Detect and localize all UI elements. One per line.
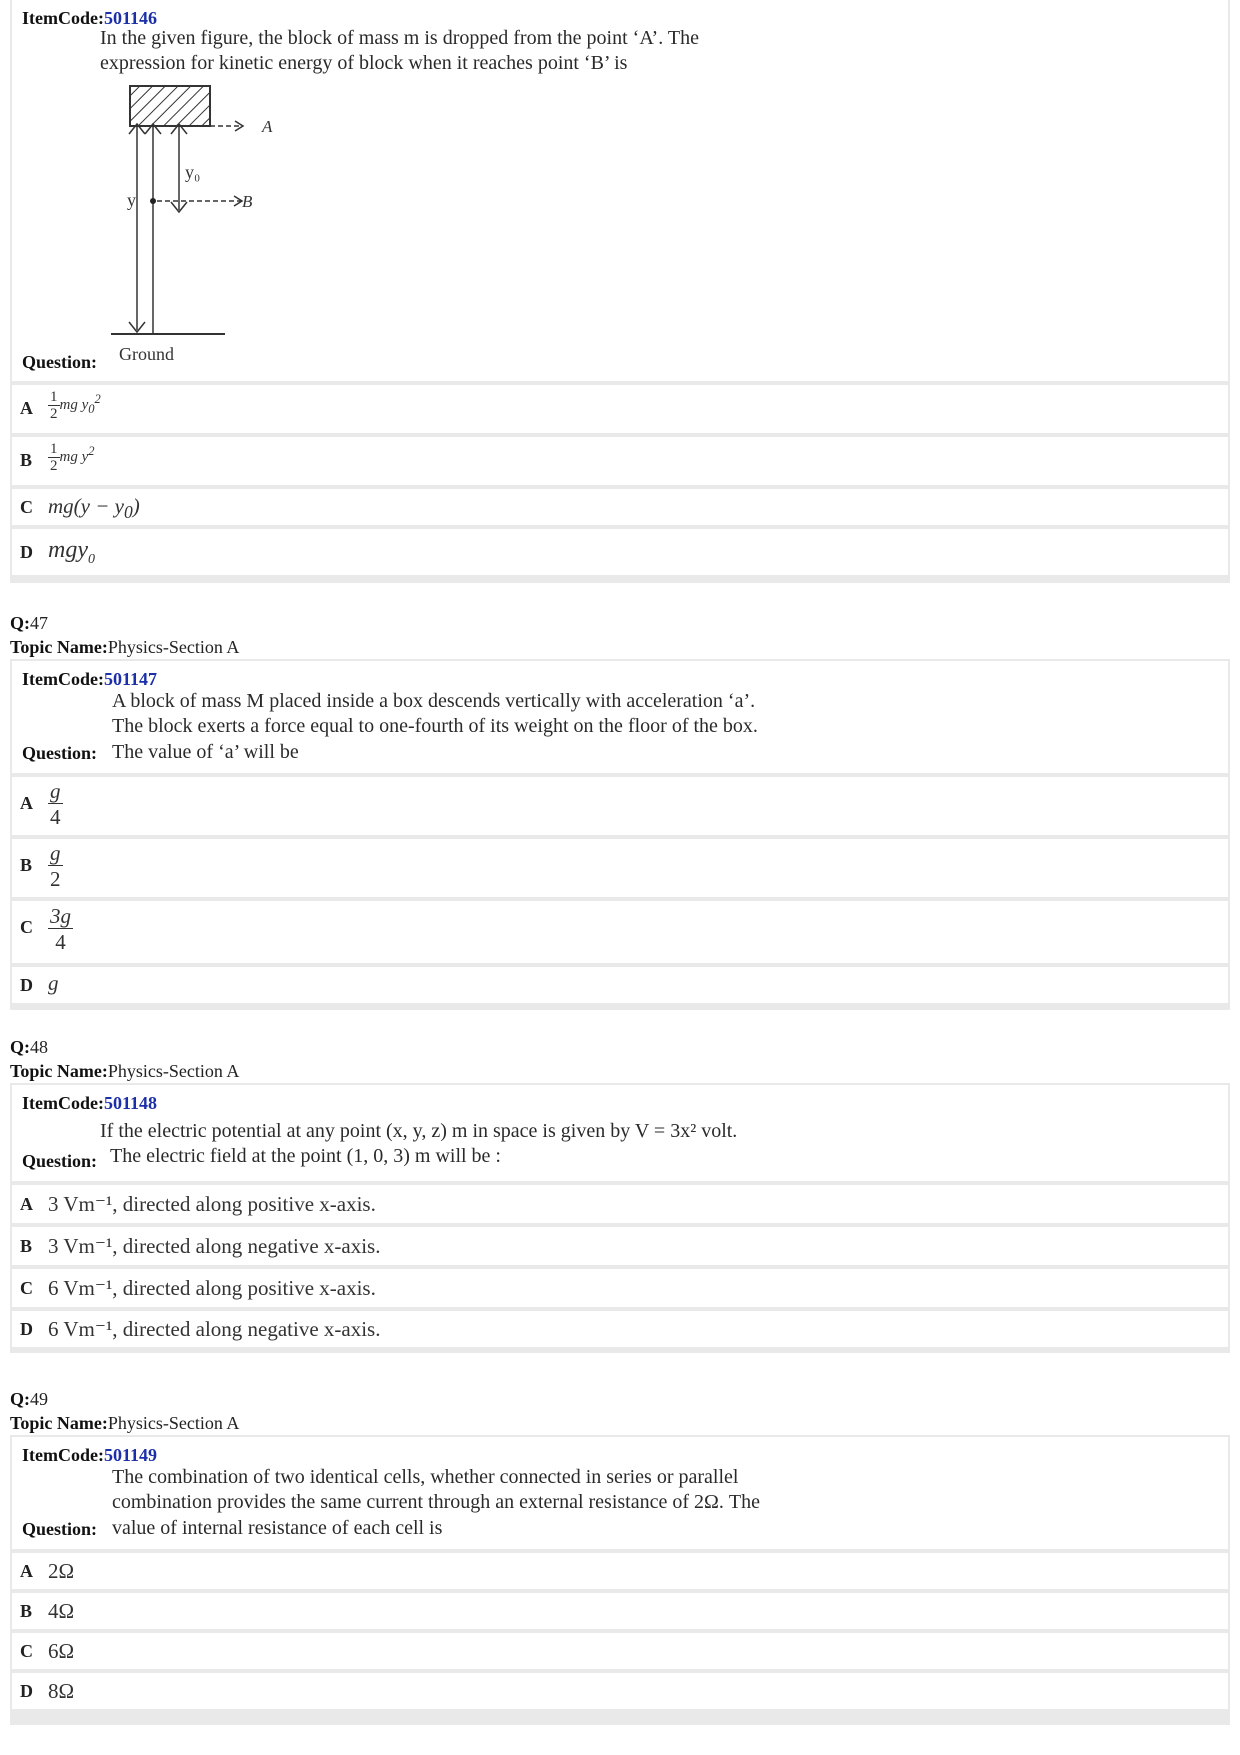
label-y0: y₀ [185,162,201,182]
option-letter: B [20,855,33,875]
option-a[interactable] [12,1185,1228,1223]
option-a[interactable] [12,385,1228,433]
option-letter: C [20,1641,33,1661]
block [130,86,210,126]
topic-name: Physics-Section A [107,637,240,657]
item-code-label: ItemCode: [22,669,104,689]
option-value: 4Ω [48,1599,75,1623]
option-d[interactable] [12,1311,1228,1347]
fraction-denominator: 4 [50,805,61,829]
item-code-label: ItemCode: [22,8,104,28]
option-c[interactable] [12,1633,1228,1669]
question-text: The electric field at the point (1, 0, 3) m will be : [110,1145,501,1167]
option-value [48,841,63,892]
option-value: 8Ω [48,1679,75,1703]
stem-line-2: expression for kinetic energy of block when it reaches point ‘B’ is [100,52,628,74]
label-y: y [127,190,136,210]
option-letter: D [20,542,33,562]
fraction-denominator: 2 [50,867,61,891]
fraction-numerator: 3g [50,904,71,928]
question-text: The value of ‘a’ will be [112,741,299,763]
fraction-numerator: g [50,779,61,803]
question-label: Question: [22,1519,98,1539]
question-48-panel [10,1083,1230,1353]
option-value: $\frac{1}{2}$ mg $y_0^2$ [50,389,101,422]
q-label: Q: [10,1389,30,1409]
label-a: A [262,117,273,136]
question-label: Question: [22,1151,98,1171]
option-value [48,904,73,955]
question-48-header [10,1035,239,1083]
item-code-label: ItemCode: [22,1093,104,1113]
item-code-label: ItemCode: [22,1445,104,1465]
question-48-body [12,1085,1228,1181]
option-letter: D [20,975,33,995]
option-value: 3 Vm⁻¹, directed along negative x-axis. [48,1234,381,1258]
fraction-numerator: g [50,841,61,865]
item-code-value: 501147 [103,669,157,689]
q-label: Q: [10,1037,30,1057]
label-ground: Ground [119,344,174,364]
option-b[interactable] [12,437,1228,485]
item-code-line [22,669,157,690]
stem-line-1: If the electric potential at any point (x, y, z) m in space is given by V = 3x² volt. [100,1120,738,1142]
topic-name: Physics-Section A [107,1413,240,1433]
option-value: mgy$_0$ [48,537,95,567]
question-stem [112,1465,760,1515]
question-49-header [10,1387,239,1435]
stem-line-1: The combination of two identical cells, whether connected in series or parallel [112,1466,739,1488]
item-code-line [22,1093,157,1114]
stem-line-2: combination provides the same current through an external resistance of 2Ω. The [112,1491,760,1513]
option-value: 6 Vm⁻¹, directed along positive x-axis. [48,1276,376,1300]
option-value: 3 Vm⁻¹, directed along positive x-axis. [48,1192,376,1216]
option-letter: B [20,1601,33,1621]
q-number: 48 [30,1037,48,1057]
option-c[interactable] [12,489,1228,525]
topic-label: Topic Name: [10,1413,108,1433]
option-a[interactable] [12,1553,1228,1589]
option-letter: B [20,450,33,470]
option-value: 2Ω [48,1559,75,1583]
option-letter: A [20,398,33,418]
item-code-value: 501148 [103,1093,157,1113]
option-c[interactable] [12,901,1228,963]
option-letter: A [20,1561,33,1581]
stem-line-1: In the given figure, the block of mass m is dropped from the point ‘A’. The [100,27,699,49]
option-b[interactable] [12,839,1228,897]
option-letter: C [20,1278,33,1298]
question-46-panel [10,0,1230,583]
topic-name: Physics-Section A [107,1061,240,1081]
item-code-line [22,1445,157,1466]
option-d[interactable] [12,967,1228,1003]
option-letter: D [20,1681,33,1701]
item-code-value: 501149 [103,1445,157,1465]
question-stem [112,689,758,739]
item-code-value: 501146 [103,8,157,28]
falling-block-figure [107,80,307,380]
question-49-panel [10,1435,1230,1725]
option-value: $mg(y - y_0)$ [48,494,140,523]
option-value: $\frac{1}{2}$ mg $y^2$ [50,441,95,474]
topic-label: Topic Name: [10,1061,108,1081]
q-number: 49 [30,1389,48,1409]
option-value: 6 Vm⁻¹, directed along negative x-axis. [48,1317,381,1341]
label-b: B [242,192,253,211]
stem-line-1: A block of mass M placed inside a box descends vertically with acceleration ‘a’. [112,690,756,712]
option-letter: A [20,793,33,813]
question-47-panel [10,659,1230,1010]
question-label: Question: [22,352,98,372]
question-stem [100,1119,737,1144]
option-letter: C [20,497,33,517]
option-value: 6Ω [48,1639,75,1663]
option-b[interactable] [12,1227,1228,1265]
option-letter: B [20,1236,33,1256]
option-letter: D [20,1319,33,1339]
question-text: value of internal resistance of each cell is [112,1517,443,1539]
stem-line-2: The block exerts a force equal to one-fourth of its weight on the floor of the box. [112,715,758,737]
option-value [48,779,63,830]
question-label: Question: [22,743,98,763]
option-d[interactable] [12,1673,1228,1709]
option-letter: C [20,917,33,937]
fraction-denominator: 4 [55,930,66,954]
option-a[interactable] [12,777,1228,835]
q-number: 47 [30,613,48,633]
option-c[interactable] [12,1269,1228,1307]
question-46-body [12,0,1228,381]
option-letter: A [20,1194,33,1214]
question-47-body [12,661,1228,773]
q-label: Q: [10,613,30,633]
option-d[interactable] [12,529,1228,575]
question-47-header [10,611,239,659]
question-49-body [12,1437,1228,1549]
question-stem [100,26,699,76]
topic-label: Topic Name: [10,637,108,657]
option-value: g [48,971,59,995]
option-b[interactable] [12,1593,1228,1629]
